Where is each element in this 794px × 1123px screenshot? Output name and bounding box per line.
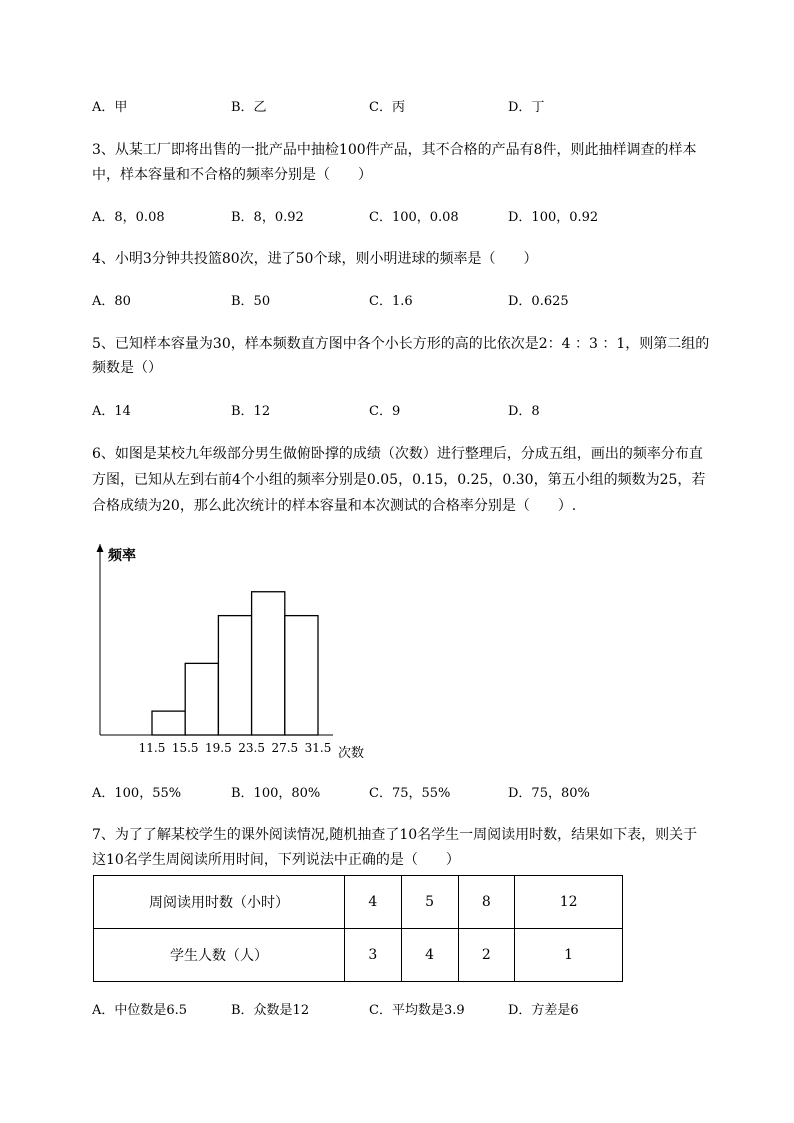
q3-option-c[interactable]: C．100，0.08 — [369, 210, 459, 225]
q7-option-a[interactable]: A．中位数是6.5 — [92, 1003, 188, 1018]
x-tick-label: 19.5 — [205, 741, 232, 755]
q6-option-c[interactable]: C．75，55% — [369, 786, 451, 801]
histogram-bar — [185, 663, 218, 735]
q2-option-b[interactable]: B．乙 — [231, 100, 267, 115]
q7-option-b[interactable]: B．众数是12 — [231, 1003, 310, 1018]
q6-option-b[interactable]: B．100，80% — [231, 786, 321, 801]
y-axis-label: 频率 — [108, 548, 136, 564]
q5-option-d[interactable]: D．8 — [508, 404, 540, 419]
q3-text-line2: 中，样本容量和不合格的频率分别是（ ） — [92, 167, 372, 183]
q6-text-line3: 合格成绩为20，那么此次统计的样本容量和本次测试的合格率分别是（ ）. — [92, 498, 577, 514]
x-tick-label: 27.5 — [271, 741, 299, 755]
row-header-reading-hours: 周阅读用时数（小时） — [94, 876, 345, 929]
q2-option-a[interactable]: A．甲 — [92, 100, 128, 115]
x-tick-labels — [139, 741, 332, 755]
x-tick-label: 31.5 — [304, 741, 332, 755]
x-axis-label: 次数 — [338, 746, 365, 761]
q2-option-d[interactable]: D．丁 — [508, 100, 545, 115]
reading-time-table — [93, 875, 623, 982]
table-row — [94, 929, 623, 982]
q4-option-b[interactable]: B．50 — [231, 294, 271, 309]
histogram-bar — [285, 616, 318, 735]
histogram-bar — [152, 711, 185, 735]
q6-option-a[interactable]: A．100，55% — [92, 786, 182, 801]
q5-text-line1: 5、已知样本容量为30，样本频数直方图中各个小长方形的高的比依次是2：4 ：3 ：1，则第二组的 — [92, 336, 710, 352]
q4-option-a[interactable]: A．80 — [92, 294, 131, 309]
q3-option-a[interactable]: A．8，0.08 — [92, 210, 165, 225]
q4-option-d[interactable]: D．0.625 — [508, 294, 569, 309]
histogram-bars — [152, 592, 318, 735]
histogram-bar — [252, 592, 285, 735]
x-tick-label: 11.5 — [138, 741, 166, 755]
q6-text-line2: 方图，已知从左到右前4个小组的频率分别是0.05，0.15，0.25，0.30，第五小组的频数为25，若 — [92, 472, 706, 488]
q2-option-c[interactable]: C．丙 — [369, 100, 405, 115]
table-cell: 3 — [345, 929, 402, 982]
q4-text-line1: 4、小明3分钟共投篮80次，进了50个球，则小明进球的频率是（ ） — [92, 251, 538, 267]
q3-option-d[interactable]: D．100，0.92 — [508, 210, 599, 225]
table-cell: 12 — [515, 876, 623, 929]
q6-option-d[interactable]: D．75，80% — [508, 786, 590, 801]
q5-option-b[interactable]: B．12 — [231, 404, 271, 419]
q5-text-line2: 频数是（） — [92, 360, 162, 376]
q7-text-line2: 这10名学生周阅读所用时间，下列说法中正确的是（ ） — [92, 852, 460, 868]
table-cell: 1 — [515, 929, 623, 982]
q3-text-line1: 3、从某工厂即将出售的一批产品中抽检100件产品，其不合格的产品有8件，则此抽样调查的样本 — [92, 142, 697, 158]
histogram-bar — [218, 616, 251, 735]
y-axis-arrow — [97, 544, 104, 552]
table-row — [94, 876, 623, 929]
x-tick-label: 23.5 — [238, 741, 265, 755]
table-cell: 4 — [401, 929, 458, 982]
q7-option-d[interactable]: D．方差是6 — [508, 1003, 579, 1018]
frequency-histogram — [90, 540, 390, 770]
q7-option-c[interactable]: C．平均数是3.9 — [369, 1003, 465, 1018]
row-header-student-count: 学生人数（人） — [94, 929, 345, 982]
x-tick-label: 15.5 — [171, 741, 199, 755]
q7-text-line1: 7、为了了解某校学生的课外阅读情况,随机抽查了10名学生一周阅读用时数，结果如下表，则关于 — [92, 827, 698, 843]
q5-option-c[interactable]: C．9 — [369, 404, 401, 419]
table-cell: 5 — [401, 876, 458, 929]
q3-option-b[interactable]: B．8，0.92 — [231, 210, 304, 225]
table-cell: 2 — [458, 929, 515, 982]
q6-text-line1: 6、如图是某校九年级部分男生做俯卧撑的成绩（次数）进行整理后，分成五组，画出的频率分布直 — [92, 446, 703, 462]
table-cell: 4 — [345, 876, 402, 929]
q4-option-c[interactable]: C．1.6 — [369, 294, 413, 309]
table-cell: 8 — [458, 876, 515, 929]
q5-option-a[interactable]: A．14 — [92, 404, 131, 419]
